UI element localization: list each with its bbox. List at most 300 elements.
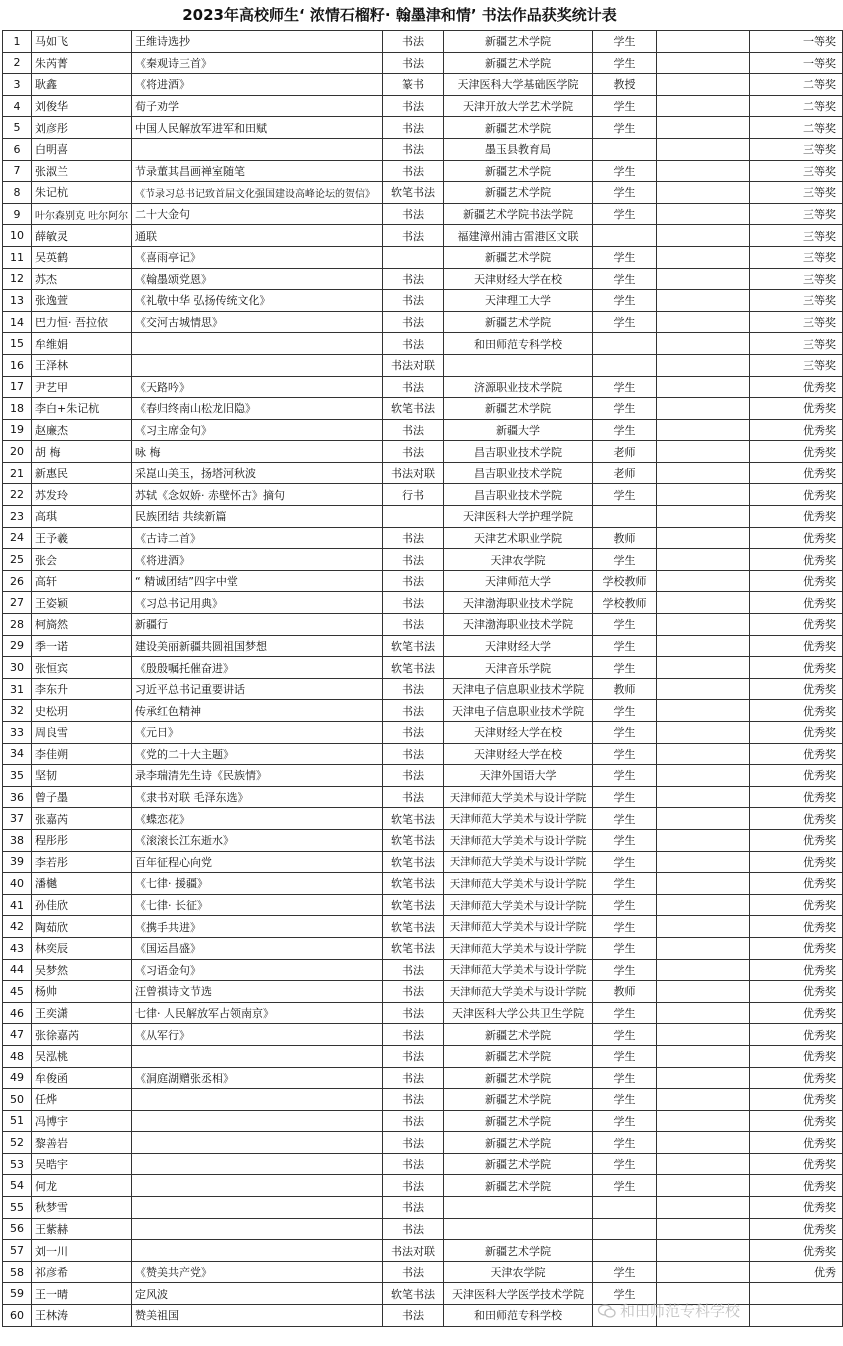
cell-category: 软笔书法 <box>383 182 444 204</box>
cell-institution: 天津师范大学美术与设计学院 <box>444 808 593 830</box>
cell-index: 40 <box>3 873 32 895</box>
cell-institution: 天津师范大学 <box>444 570 593 592</box>
cell-category: 书法 <box>383 1153 444 1175</box>
cell-institution: 新疆艺术学院 <box>444 246 593 268</box>
cell-work <box>132 1110 383 1132</box>
cell-award: 三等奖 <box>750 246 843 268</box>
cell-work: 《党的二十大主题》 <box>132 743 383 765</box>
table-row <box>3 1132 843 1154</box>
cell-index: 1 <box>3 31 32 53</box>
cell-name: 潘樾 <box>32 873 132 895</box>
cell-index: 13 <box>3 290 32 312</box>
cell-blank <box>657 1261 750 1283</box>
cell-work: 《习主席金句》 <box>132 419 383 441</box>
cell-blank <box>657 570 750 592</box>
cell-award: 三等奖 <box>750 203 843 225</box>
cell-name: 刘一川 <box>32 1240 132 1262</box>
cell-work: 《隶书对联 毛泽东选》 <box>132 786 383 808</box>
cell-blank <box>657 1002 750 1024</box>
cell-blank <box>657 937 750 959</box>
cell-award: 优秀奖 <box>750 1045 843 1067</box>
cell-role: 学生 <box>593 484 657 506</box>
cell-blank <box>657 1132 750 1154</box>
cell-name: 苏发玲 <box>32 484 132 506</box>
cell-institution: 天津外国语大学 <box>444 765 593 787</box>
cell-blank <box>657 808 750 830</box>
table-row <box>3 916 843 938</box>
cell-role: 学生 <box>593 851 657 873</box>
cell-work: 《秦观诗三首》 <box>132 52 383 74</box>
cell-institution: 天津医科大学护理学院 <box>444 506 593 528</box>
cell-blank <box>657 678 750 700</box>
cell-index: 24 <box>3 527 32 549</box>
cell-award: 优秀奖 <box>750 829 843 851</box>
cell-role <box>593 1240 657 1262</box>
cell-work <box>132 1197 383 1219</box>
awards-table <box>2 30 843 1327</box>
cell-index: 60 <box>3 1305 32 1327</box>
cell-work: “ 精诚团结”四字中堂 <box>132 570 383 592</box>
cell-index: 53 <box>3 1153 32 1175</box>
cell-index: 49 <box>3 1067 32 1089</box>
table-row <box>3 808 843 830</box>
cell-index: 47 <box>3 1024 32 1046</box>
cell-name: 苏杰 <box>32 268 132 290</box>
cell-institution: 新疆艺术学院 <box>444 1132 593 1154</box>
cell-category: 书法 <box>383 959 444 981</box>
cell-work: 《国运昌盛》 <box>132 937 383 959</box>
table-row <box>3 937 843 959</box>
cell-role: 学生 <box>593 894 657 916</box>
cell-role: 学生 <box>593 1024 657 1046</box>
cell-index: 37 <box>3 808 32 830</box>
cell-category: 书法 <box>383 527 444 549</box>
cell-institution: 新疆艺术学院 <box>444 160 593 182</box>
cell-work: 赞美祖国 <box>132 1305 383 1327</box>
cell-award: 三等奖 <box>750 333 843 355</box>
cell-name: 白明喜 <box>32 138 132 160</box>
cell-work <box>132 1175 383 1197</box>
cell-award: 优秀奖 <box>750 959 843 981</box>
cell-blank <box>657 398 750 420</box>
cell-index: 44 <box>3 959 32 981</box>
table-row <box>3 527 843 549</box>
cell-name: 何龙 <box>32 1175 132 1197</box>
cell-work: 录李瑞清先生诗《民族情》 <box>132 765 383 787</box>
table-row <box>3 74 843 96</box>
cell-role: 学生 <box>593 398 657 420</box>
cell-blank <box>657 851 750 873</box>
cell-blank <box>657 959 750 981</box>
cell-index: 26 <box>3 570 32 592</box>
cell-work <box>132 354 383 376</box>
cell-index: 33 <box>3 722 32 744</box>
cell-blank <box>657 462 750 484</box>
cell-category: 书法 <box>383 1067 444 1089</box>
cell-name: 赵廉杰 <box>32 419 132 441</box>
table-row <box>3 1045 843 1067</box>
cell-award <box>750 1305 843 1327</box>
cell-name: 朱芮菁 <box>32 52 132 74</box>
cell-index: 2 <box>3 52 32 74</box>
cell-category: 书法对联 <box>383 462 444 484</box>
cell-work: 《七律· 长征》 <box>132 894 383 916</box>
table-row <box>3 160 843 182</box>
cell-award: 优秀奖 <box>750 937 843 959</box>
cell-index: 36 <box>3 786 32 808</box>
cell-index: 19 <box>3 419 32 441</box>
cell-award: 优秀奖 <box>750 398 843 420</box>
cell-blank <box>657 743 750 765</box>
cell-name: 牟俊函 <box>32 1067 132 1089</box>
cell-work: 《古诗二首》 <box>132 527 383 549</box>
table-row <box>3 398 843 420</box>
cell-category: 书法 <box>383 549 444 571</box>
cell-work: 《将进酒》 <box>132 74 383 96</box>
cell-institution: 济源职业技术学院 <box>444 376 593 398</box>
cell-name: 王一晴 <box>32 1283 132 1305</box>
cell-institution: 新疆艺术学院 <box>444 182 593 204</box>
cell-institution: 天津开放大学艺术学院 <box>444 95 593 117</box>
cell-category: 软笔书法 <box>383 398 444 420</box>
cell-name: 孙佳欣 <box>32 894 132 916</box>
cell-institution: 天津师范大学美术与设计学院 <box>444 873 593 895</box>
cell-institution: 天津师范大学美术与设计学院 <box>444 851 593 873</box>
cell-blank <box>657 117 750 139</box>
cell-name: 吴泓桃 <box>32 1045 132 1067</box>
cell-category: 书法 <box>383 203 444 225</box>
cell-blank <box>657 1240 750 1262</box>
cell-role <box>593 138 657 160</box>
table-row <box>3 117 843 139</box>
cell-blank <box>657 635 750 657</box>
cell-category: 书法 <box>383 333 444 355</box>
cell-work: 《元日》 <box>132 722 383 744</box>
cell-index: 55 <box>3 1197 32 1219</box>
cell-name: 柯旖然 <box>32 614 132 636</box>
cell-name: 张嘉芮 <box>32 808 132 830</box>
cell-blank <box>657 1175 750 1197</box>
cell-institution: 昌吉职业技术学院 <box>444 441 593 463</box>
cell-category: 书法 <box>383 311 444 333</box>
cell-role: 学生 <box>593 182 657 204</box>
cell-award: 优秀奖 <box>750 894 843 916</box>
cell-name: 尹艺甲 <box>32 376 132 398</box>
cell-name: 牟维娟 <box>32 333 132 355</box>
cell-name: 叶尔森别克 吐尔阿尔 <box>32 203 132 225</box>
cell-award: 优秀奖 <box>750 614 843 636</box>
cell-name: 马如飞 <box>32 31 132 53</box>
cell-index: 45 <box>3 981 32 1003</box>
cell-category: 书法 <box>383 765 444 787</box>
cell-role: 学生 <box>593 1002 657 1024</box>
cell-name: 李东升 <box>32 678 132 700</box>
cell-award: 优秀奖 <box>750 1175 843 1197</box>
cell-index: 27 <box>3 592 32 614</box>
cell-name: 刘彦彤 <box>32 117 132 139</box>
cell-index: 30 <box>3 657 32 679</box>
table-row <box>3 570 843 592</box>
cell-role: 学生 <box>593 419 657 441</box>
cell-category: 书法对联 <box>383 1240 444 1262</box>
cell-work: 《春归终南山松龙旧隐》 <box>132 398 383 420</box>
cell-award: 优秀奖 <box>750 1197 843 1219</box>
cell-role: 学校教师 <box>593 592 657 614</box>
cell-institution: 天津财经大学 <box>444 635 593 657</box>
table-row <box>3 462 843 484</box>
cell-institution: 新疆艺术学院 <box>444 1067 593 1089</box>
table-row <box>3 95 843 117</box>
cell-blank <box>657 894 750 916</box>
cell-role: 学生 <box>593 1283 657 1305</box>
cell-award: 优秀奖 <box>750 786 843 808</box>
cell-work: 节录董其昌画禅室随笔 <box>132 160 383 182</box>
cell-category: 软笔书法 <box>383 894 444 916</box>
cell-role: 学校教师 <box>593 570 657 592</box>
cell-role: 教师 <box>593 527 657 549</box>
cell-category <box>383 506 444 528</box>
table-row <box>3 549 843 571</box>
cell-category: 书法 <box>383 419 444 441</box>
cell-name: 陶茹欣 <box>32 916 132 938</box>
table-row <box>3 635 843 657</box>
cell-category: 书法 <box>383 117 444 139</box>
cell-role: 学生 <box>593 743 657 765</box>
cell-role <box>593 506 657 528</box>
cell-name: 吴晧宇 <box>32 1153 132 1175</box>
table-row <box>3 1261 843 1283</box>
cell-index: 50 <box>3 1089 32 1111</box>
cell-institution: 天津师范大学美术与设计学院 <box>444 981 593 1003</box>
table-row <box>3 182 843 204</box>
cell-work: 苏轼《念奴娇· 赤壁怀古》摘句 <box>132 484 383 506</box>
cell-institution: 天津师范大学美术与设计学院 <box>444 786 593 808</box>
cell-name: 李佳朔 <box>32 743 132 765</box>
cell-name: 张会 <box>32 549 132 571</box>
cell-work: 咏 梅 <box>132 441 383 463</box>
table-row <box>3 225 843 247</box>
cell-blank <box>657 786 750 808</box>
cell-work: 定风波 <box>132 1283 383 1305</box>
cell-institution: 天津财经大学在校 <box>444 743 593 765</box>
cell-index: 7 <box>3 160 32 182</box>
cell-institution: 新疆艺术学院 <box>444 1089 593 1111</box>
cell-category: 书法 <box>383 441 444 463</box>
cell-blank <box>657 700 750 722</box>
cell-name: 新惠民 <box>32 462 132 484</box>
cell-category: 软笔书法 <box>383 1283 444 1305</box>
cell-index: 3 <box>3 74 32 96</box>
table-row <box>3 1240 843 1262</box>
cell-category: 软笔书法 <box>383 851 444 873</box>
cell-index: 10 <box>3 225 32 247</box>
table-row <box>3 592 843 614</box>
cell-blank <box>657 138 750 160</box>
cell-award: 一等奖 <box>750 52 843 74</box>
cell-role: 学生 <box>593 873 657 895</box>
cell-category: 书法 <box>383 1024 444 1046</box>
cell-role: 老师 <box>593 462 657 484</box>
cell-index: 52 <box>3 1132 32 1154</box>
cell-category: 书法 <box>383 786 444 808</box>
cell-category: 书法 <box>383 160 444 182</box>
cell-category: 书法 <box>383 614 444 636</box>
cell-name: 张逸萱 <box>32 290 132 312</box>
cell-institution: 天津农学院 <box>444 1261 593 1283</box>
cell-work <box>132 1153 383 1175</box>
table-row <box>3 376 843 398</box>
cell-award: 优秀奖 <box>750 527 843 549</box>
cell-role: 学生 <box>593 829 657 851</box>
cell-role: 学生 <box>593 31 657 53</box>
cell-name: 李若彤 <box>32 851 132 873</box>
cell-index: 17 <box>3 376 32 398</box>
cell-work: 《洞庭湖赠张丞相》 <box>132 1067 383 1089</box>
cell-role: 学生 <box>593 376 657 398</box>
cell-blank <box>657 484 750 506</box>
cell-index: 42 <box>3 916 32 938</box>
cell-role: 学生 <box>593 786 657 808</box>
cell-award: 三等奖 <box>750 354 843 376</box>
cell-index: 23 <box>3 506 32 528</box>
cell-category: 书法 <box>383 1305 444 1327</box>
cell-name: 张淑兰 <box>32 160 132 182</box>
cell-institution: 天津师范大学美术与设计学院 <box>444 829 593 851</box>
cell-award: 优秀奖 <box>750 678 843 700</box>
cell-award: 优秀奖 <box>750 1089 843 1111</box>
cell-index: 5 <box>3 117 32 139</box>
cell-work: 《翰墨颂党恩》 <box>132 268 383 290</box>
cell-role: 学生 <box>593 635 657 657</box>
cell-work: 王维诗选抄 <box>132 31 383 53</box>
cell-role: 学生 <box>593 700 657 722</box>
cell-index: 39 <box>3 851 32 873</box>
cell-category: 书法 <box>383 225 444 247</box>
cell-institution: 天津电子信息职业技术学院 <box>444 700 593 722</box>
cell-index: 11 <box>3 246 32 268</box>
cell-role: 学生 <box>593 52 657 74</box>
cell-award: 优秀奖 <box>750 722 843 744</box>
cell-index: 25 <box>3 549 32 571</box>
cell-award: 优秀奖 <box>750 419 843 441</box>
cell-name: 王林涛 <box>32 1305 132 1327</box>
cell-index: 12 <box>3 268 32 290</box>
cell-award: 三等奖 <box>750 290 843 312</box>
cell-blank <box>657 1153 750 1175</box>
cell-category: 书法 <box>383 95 444 117</box>
table-row <box>3 786 843 808</box>
cell-index: 56 <box>3 1218 32 1240</box>
cell-name: 吴英鹤 <box>32 246 132 268</box>
cell-index: 59 <box>3 1283 32 1305</box>
cell-institution: 墨玉县教育局 <box>444 138 593 160</box>
cell-index: 51 <box>3 1110 32 1132</box>
cell-index: 16 <box>3 354 32 376</box>
watermark-text: 和田师范专科学校 <box>620 1302 741 1320</box>
cell-institution: 新疆艺术学院 <box>444 1240 593 1262</box>
cell-index: 38 <box>3 829 32 851</box>
cell-category: 书法 <box>383 1089 444 1111</box>
cell-blank <box>657 52 750 74</box>
cell-work <box>132 1089 383 1111</box>
cell-name: 王予羲 <box>32 527 132 549</box>
table-row <box>3 1067 843 1089</box>
cell-name: 张徐嘉芮 <box>32 1024 132 1046</box>
cell-work <box>132 333 383 355</box>
cell-institution: 天津艺术职业学院 <box>444 527 593 549</box>
cell-blank <box>657 549 750 571</box>
cell-blank <box>657 311 750 333</box>
cell-index: 54 <box>3 1175 32 1197</box>
cell-category: 书法 <box>383 1218 444 1240</box>
cell-award: 三等奖 <box>750 225 843 247</box>
cell-category: 书法 <box>383 138 444 160</box>
table-row <box>3 138 843 160</box>
cell-category: 书法 <box>383 1002 444 1024</box>
table-row <box>3 614 843 636</box>
cell-name: 黎善岩 <box>32 1132 132 1154</box>
cell-award: 优秀奖 <box>750 765 843 787</box>
cell-institution: 新疆艺术学院 <box>444 117 593 139</box>
cell-blank <box>657 268 750 290</box>
cell-index: 57 <box>3 1240 32 1262</box>
cell-institution: 天津医科大学公共卫生学院 <box>444 1002 593 1024</box>
cell-name: 坚韧 <box>32 765 132 787</box>
cell-name: 耿鑫 <box>32 74 132 96</box>
cell-work: 《天路吟》 <box>132 376 383 398</box>
cell-blank <box>657 873 750 895</box>
cell-role: 学生 <box>593 290 657 312</box>
cell-blank <box>657 31 750 53</box>
cell-institution: 天津医科大学医学技术学院 <box>444 1283 593 1305</box>
cell-award: 优秀奖 <box>750 743 843 765</box>
cell-name: 李白+朱记杭 <box>32 398 132 420</box>
cell-institution: 福建漳州浦古雷港区文联 <box>444 225 593 247</box>
cell-institution: 天津电子信息职业技术学院 <box>444 678 593 700</box>
cell-role: 学生 <box>593 1153 657 1175</box>
table-row <box>3 765 843 787</box>
cell-name: 曾子墨 <box>32 786 132 808</box>
cell-category: 书法 <box>383 722 444 744</box>
cell-role: 学生 <box>593 268 657 290</box>
cell-name: 林奕辰 <box>32 937 132 959</box>
table-row <box>3 1175 843 1197</box>
cell-category: 书法 <box>383 592 444 614</box>
cell-work: 《节录习总书记致首届文化强国建设高峰论坛的贺信》 <box>132 182 383 204</box>
cell-institution: 新疆艺术学院 <box>444 31 593 53</box>
cell-role: 学生 <box>593 1089 657 1111</box>
cell-institution: 新疆艺术学院书法学院 <box>444 203 593 225</box>
cell-name: 季一诺 <box>32 635 132 657</box>
cell-work: 习近平总书记重要讲话 <box>132 678 383 700</box>
cell-work: 传承红色精神 <box>132 700 383 722</box>
cell-category: 软笔书法 <box>383 657 444 679</box>
cell-award: 一等奖 <box>750 31 843 53</box>
cell-award: 优秀奖 <box>750 1240 843 1262</box>
cell-role: 学生 <box>593 549 657 571</box>
cell-award: 优秀奖 <box>750 851 843 873</box>
cell-institution: 新疆艺术学院 <box>444 1175 593 1197</box>
cell-blank <box>657 1110 750 1132</box>
table-row <box>3 31 843 53</box>
cell-blank <box>657 722 750 744</box>
cell-role: 学生 <box>593 1175 657 1197</box>
cell-name: 刘俊华 <box>32 95 132 117</box>
cell-blank <box>657 1024 750 1046</box>
cell-award: 优秀奖 <box>750 506 843 528</box>
table-row <box>3 484 843 506</box>
cell-index: 21 <box>3 462 32 484</box>
